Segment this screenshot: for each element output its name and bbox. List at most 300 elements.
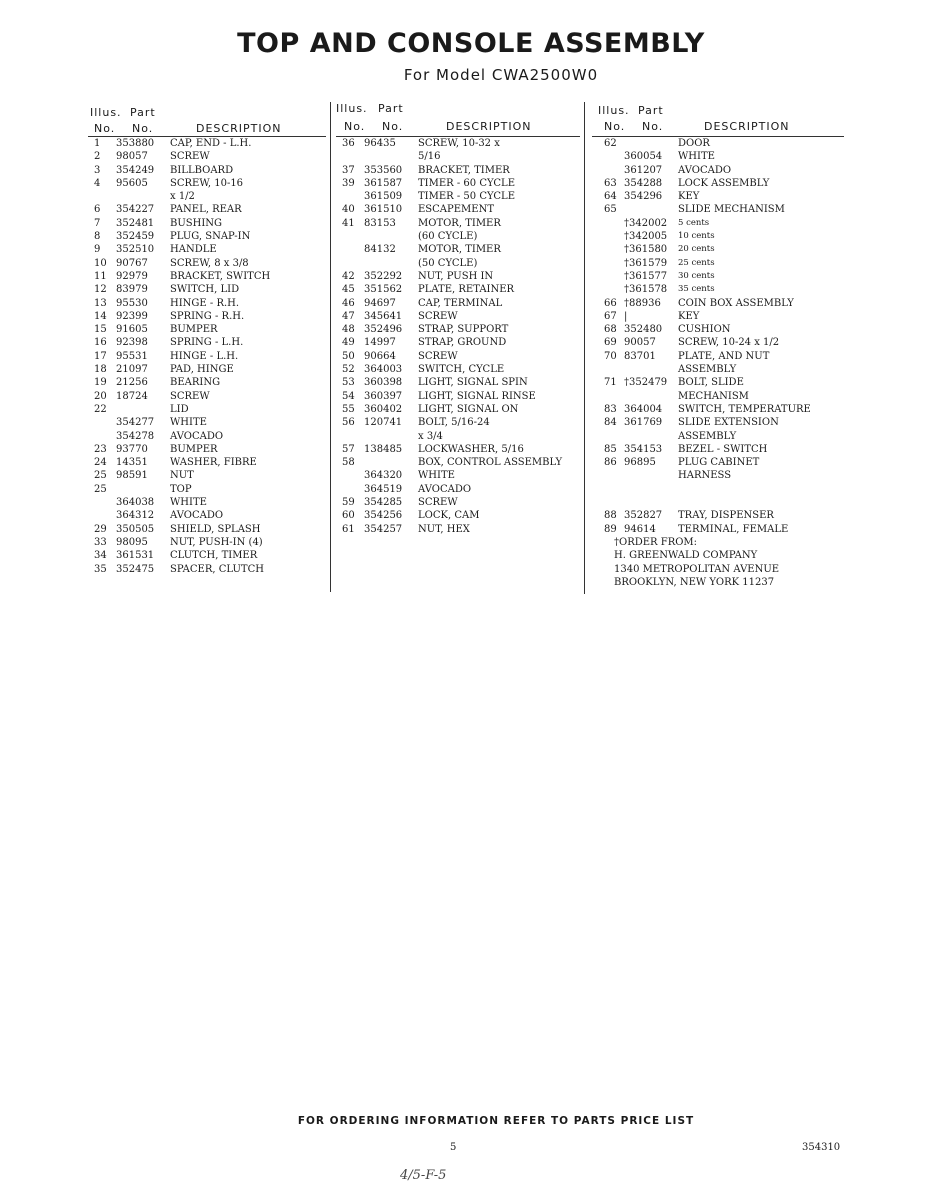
table-row [88, 497, 326, 510]
part-no-cell: 90057 [624, 337, 656, 349]
table-row [88, 191, 326, 204]
table-row [592, 444, 844, 457]
description-cell: BOLT, SLIDE [678, 377, 744, 389]
part-no-cell: 96435 [364, 138, 396, 149]
table-row [592, 391, 844, 404]
illus-no-cell: 55 [342, 403, 355, 415]
description-cell: LOCKWASHER, 5/16 [418, 443, 524, 455]
illus-no-cell: 40 [342, 204, 355, 216]
part-no-cell: †361579 [624, 257, 668, 269]
part-no-cell: 352459 [116, 231, 155, 243]
part-no-cell: 98095 [116, 536, 148, 548]
illus-no-cell: 7 [94, 217, 101, 229]
description-cell: ESCAPEMENT [418, 204, 495, 216]
description-cell: PLATE, RETAINER [418, 284, 515, 296]
description-cell: SCREW [170, 151, 210, 163]
description-cell: SWITCH, LID [170, 284, 240, 296]
header-description: DESCRIPTION [446, 120, 532, 133]
table-row [88, 484, 326, 497]
table-row [336, 138, 580, 151]
illus-no-cell: 71 [604, 377, 617, 389]
description-cell: SWITCH, CYCLE [418, 364, 505, 376]
table-row [336, 404, 580, 417]
table-row [336, 457, 580, 470]
description-cell: HARNESS [678, 470, 732, 482]
description-cell: ASSEMBLY [678, 430, 737, 442]
part-no-cell: 360398 [364, 377, 403, 389]
table-row [592, 497, 844, 510]
part-no-cell: 90664 [364, 350, 396, 362]
illus-no-cell: 59 [342, 497, 355, 509]
table-row [336, 337, 580, 350]
part-no-cell: 353560 [364, 164, 403, 176]
description-cell: WASHER, FIBRE [170, 457, 257, 469]
description-cell: ASSEMBLY [678, 364, 737, 376]
part-no-cell: 98057 [116, 151, 148, 163]
description-cell: PANEL, REAR [170, 204, 242, 216]
table-row [336, 391, 580, 404]
description-cell: TERMINAL, FEMALE [678, 523, 789, 535]
description-cell: LID [170, 403, 189, 415]
description-cell: WHITE [170, 417, 207, 429]
illus-no-cell: 64 [604, 191, 617, 203]
illus-no-cell: 8 [94, 231, 101, 243]
table-row [336, 417, 580, 430]
description-cell: CAP, TERMINAL [418, 297, 503, 309]
document-number: 354310 [802, 1142, 841, 1153]
header-illus: Illus. [90, 106, 122, 119]
table-row [336, 218, 580, 231]
illus-no-cell: 3 [94, 164, 101, 176]
description-cell: NUT [170, 470, 194, 482]
part-no-cell: 120741 [364, 417, 403, 429]
parts-column-1 [88, 100, 326, 577]
part-no-cell: 354153 [624, 443, 663, 455]
header-illus-no: No. [344, 120, 366, 133]
illus-no-cell: 70 [604, 350, 617, 362]
part-no-cell: 14351 [116, 457, 148, 469]
illus-no-cell: 13 [94, 297, 107, 309]
description-cell: AVOCADO [170, 430, 224, 442]
illus-no-cell: 35 [94, 563, 107, 575]
description-cell: TRAY, DISPENSER [678, 510, 774, 522]
table-row [592, 271, 844, 284]
part-no-cell: 352292 [364, 270, 403, 282]
table-row [336, 284, 580, 297]
illus-no-cell: 15 [94, 324, 107, 336]
description-cell: 5 cents [678, 217, 710, 228]
header-illus: Illus. [598, 104, 630, 117]
part-no-cell: 83701 [624, 350, 656, 362]
part-no-cell: 94614 [624, 523, 656, 535]
illus-no-cell: 12 [94, 284, 107, 296]
description-cell: PLATE, AND NUT [678, 350, 770, 362]
table-row [336, 484, 580, 497]
table-row [592, 457, 844, 470]
part-no-cell: 93770 [116, 443, 148, 455]
description-cell: LIGHT, SIGNAL SPIN [418, 377, 528, 389]
part-no-cell: 364004 [624, 403, 663, 415]
illus-no-cell: 42 [342, 270, 355, 282]
illus-no-cell: 45 [342, 284, 355, 296]
description-cell: 5/16 [418, 151, 441, 163]
illus-no-cell: 62 [604, 138, 617, 149]
header-part-no: No. [382, 120, 404, 133]
table-row [88, 298, 326, 311]
part-no-cell: †342002 [624, 217, 668, 229]
illus-no-cell: 41 [342, 217, 355, 229]
part-no-cell: 95530 [116, 297, 148, 309]
table-row [336, 165, 580, 178]
table-row [592, 510, 844, 523]
description-cell: BUMPER [170, 443, 218, 455]
part-no-cell: 352827 [624, 510, 663, 522]
table-row [88, 510, 326, 523]
order-note [614, 537, 844, 590]
description-cell: SPRING - R.H. [170, 310, 245, 322]
description-cell: WHITE [170, 497, 207, 509]
table-row [336, 311, 580, 324]
table-row [592, 364, 844, 377]
table-row [88, 537, 326, 550]
header-part-no: No. [132, 122, 154, 135]
description-cell: TIMER - 50 CYCLE [418, 191, 515, 203]
illus-no-cell: 22 [94, 403, 107, 415]
header-illus-no: No. [94, 122, 116, 135]
part-no-cell: 345641 [364, 310, 403, 322]
part-no-cell: 98591 [116, 470, 148, 482]
part-no-cell: 352481 [116, 217, 155, 229]
illus-no-cell: 47 [342, 310, 355, 322]
part-no-cell: 354278 [116, 430, 155, 442]
description-cell: PLUG CABINET [678, 457, 760, 469]
header-illus-no: No. [604, 120, 626, 133]
part-no-cell: 351562 [364, 284, 403, 296]
table-row [592, 524, 844, 537]
header-description: DESCRIPTION [704, 120, 790, 133]
column-header [88, 100, 326, 138]
table-row [592, 417, 844, 430]
table-row [336, 271, 580, 284]
description-cell: x 3/4 [418, 430, 443, 442]
table-row [88, 364, 326, 377]
table-row [88, 524, 326, 537]
description-cell: STRAP, GROUND [418, 337, 507, 349]
column-divider-2 [584, 102, 585, 594]
part-no-cell: 354285 [364, 497, 403, 509]
column-header [592, 100, 844, 138]
part-no-cell: 92398 [116, 337, 148, 349]
part-no-cell: 354277 [116, 417, 155, 429]
header-part: Part [130, 106, 156, 119]
table-row [592, 351, 844, 364]
table-row [336, 444, 580, 457]
table-row [592, 470, 844, 483]
header-description: DESCRIPTION [196, 122, 282, 135]
description-cell: SLIDE EXTENSION [678, 417, 779, 429]
table-row [336, 244, 580, 257]
order-note-line: 1340 METROPOLITAN AVENUE [614, 563, 780, 575]
illus-no-cell: 37 [342, 164, 355, 176]
description-cell: CLUTCH, TIMER [170, 550, 258, 562]
illus-no-cell: 69 [604, 337, 617, 349]
description-cell: BEARING [170, 377, 221, 389]
illus-no-cell: 57 [342, 443, 355, 455]
table-row [336, 470, 580, 483]
page-title: TOP AND CONSOLE ASSEMBLY [237, 28, 705, 59]
table-row [88, 324, 326, 337]
table-row [336, 258, 580, 271]
table-row [592, 151, 844, 164]
part-no-cell: 95605 [116, 177, 148, 189]
illus-no-cell: 50 [342, 350, 355, 362]
description-cell: WHITE [418, 470, 455, 482]
illus-no-cell: 14 [94, 310, 107, 322]
header-part-no: No. [642, 120, 664, 133]
description-cell: SLIDE MECHANISM [678, 204, 785, 216]
table-row [592, 284, 844, 297]
header-part: Part [378, 102, 404, 115]
table-row [88, 444, 326, 457]
illus-no-cell: 83 [604, 403, 617, 415]
part-no-cell: †88936 [624, 297, 661, 309]
description-cell: BOLT, 5/16-24 [418, 417, 490, 429]
header-rule [88, 136, 326, 137]
table-row [592, 324, 844, 337]
illus-no-cell: 29 [94, 523, 107, 535]
table-row [592, 231, 844, 244]
illus-no-cell: 68 [604, 324, 617, 336]
illus-no-cell: 66 [604, 297, 617, 309]
illus-no-cell: 65 [604, 204, 617, 216]
description-cell: HINGE - L.H. [170, 350, 239, 362]
table-row [88, 391, 326, 404]
table-row [592, 178, 844, 191]
part-no-cell: 138485 [364, 443, 403, 455]
table-row [88, 218, 326, 231]
table-row [88, 470, 326, 483]
description-cell: PLUG, SNAP-IN [170, 231, 251, 243]
part-no-cell: 360054 [624, 151, 663, 163]
description-cell: MOTOR, TIMER [418, 244, 501, 256]
illus-no-cell: 88 [604, 510, 617, 522]
part-no-cell: 354257 [364, 523, 403, 535]
part-no-cell: 364519 [364, 483, 403, 495]
header-rule [592, 136, 844, 137]
part-no-cell: 92979 [116, 270, 148, 282]
ordering-footer: FOR ORDERING INFORMATION REFER TO PARTS PRICE LIST [297, 1115, 695, 1127]
part-no-cell: 96895 [624, 457, 656, 469]
part-no-cell: †361577 [624, 270, 668, 282]
table-row [592, 431, 844, 444]
part-no-cell: 354227 [116, 204, 155, 216]
description-cell: LOCK, CAM [418, 510, 480, 522]
part-no-cell: 352480 [624, 324, 663, 336]
description-cell: CAP, END - L.H. [170, 138, 252, 149]
table-row [88, 404, 326, 417]
table-row [88, 337, 326, 350]
description-cell: CUSHION [678, 324, 731, 336]
part-no-cell: 90767 [116, 257, 148, 269]
part-no-cell: 354296 [624, 191, 663, 203]
table-row [88, 271, 326, 284]
table-row [592, 204, 844, 217]
parts-rows [592, 138, 844, 537]
illus-no-cell: 85 [604, 443, 617, 455]
illus-no-cell: 11 [94, 270, 107, 282]
description-cell: MECHANISM [678, 390, 749, 402]
description-cell: COIN BOX ASSEMBLY [678, 297, 794, 309]
table-row [336, 364, 580, 377]
table-row [336, 510, 580, 523]
table-row [592, 337, 844, 350]
illus-no-cell: 53 [342, 377, 355, 389]
illus-no-cell: 89 [604, 523, 617, 535]
part-no-cell: 354256 [364, 510, 403, 522]
illus-no-cell: 24 [94, 457, 107, 469]
description-cell: BOX, CONTROL ASSEMBLY [418, 457, 563, 469]
header-part: Part [638, 104, 664, 117]
description-cell: 25 cents [678, 257, 715, 268]
illus-no-cell: 20 [94, 390, 107, 402]
illus-no-cell: 49 [342, 337, 355, 349]
description-cell: 10 cents [678, 231, 715, 242]
part-no-cell: 361531 [116, 550, 155, 562]
illus-no-cell: 2 [94, 151, 101, 163]
part-no-cell: 361587 [364, 177, 403, 189]
part-no-cell: 361207 [624, 164, 663, 176]
table-row [88, 377, 326, 390]
part-no-cell: †361578 [624, 284, 668, 296]
table-row [592, 165, 844, 178]
table-row [592, 258, 844, 271]
illus-no-cell: 48 [342, 324, 355, 336]
illus-no-cell: 18 [94, 364, 107, 376]
table-row [336, 298, 580, 311]
part-no-cell: 364038 [116, 497, 155, 509]
part-no-cell: 14997 [364, 337, 396, 349]
table-row [592, 298, 844, 311]
table-row [88, 204, 326, 217]
illus-no-cell: 56 [342, 417, 355, 429]
description-cell: BUMPER [170, 324, 218, 336]
table-row [336, 324, 580, 337]
part-no-cell: 83153 [364, 217, 396, 229]
description-cell: PAD, HINGE [170, 364, 234, 376]
illus-no-cell: 67 [604, 310, 617, 322]
header-illus: Illus. [336, 102, 368, 115]
illus-no-cell: 61 [342, 523, 355, 535]
illus-no-cell: 6 [94, 204, 101, 216]
description-cell: SPRING - L.H. [170, 337, 244, 349]
order-note-line: BROOKLYN, NEW YORK 11237 [614, 576, 775, 588]
description-cell: 20 cents [678, 244, 715, 255]
description-cell: SCREW [418, 350, 458, 362]
part-no-cell: 354249 [116, 164, 155, 176]
description-cell: LIGHT, SIGNAL ON [418, 403, 519, 415]
part-no-cell: 92399 [116, 310, 148, 322]
description-cell: SWITCH, TEMPERATURE [678, 403, 811, 415]
description-cell: SCREW [170, 390, 210, 402]
table-row [592, 311, 844, 324]
table-row [336, 524, 580, 537]
table-row [592, 484, 844, 497]
part-no-cell: †352479 [624, 377, 668, 389]
part-no-cell: 354288 [624, 177, 663, 189]
order-note-line: †ORDER FROM: [614, 536, 698, 548]
table-row [592, 377, 844, 390]
table-row [88, 564, 326, 577]
illus-no-cell: 54 [342, 390, 355, 402]
part-no-cell: 353880 [116, 138, 155, 149]
table-row [336, 191, 580, 204]
table-row [336, 377, 580, 390]
part-no-cell: 361769 [624, 417, 663, 429]
description-cell: NUT, HEX [418, 523, 470, 535]
table-row [88, 550, 326, 563]
table-row [88, 311, 326, 324]
parts-column-2 [336, 100, 580, 537]
page-number: 5 [450, 1142, 457, 1153]
illus-no-cell: 9 [94, 244, 101, 256]
table-row [88, 244, 326, 257]
illus-no-cell: 52 [342, 364, 355, 376]
table-row [592, 244, 844, 257]
part-no-cell: 361509 [364, 191, 403, 203]
description-cell: HANDLE [170, 244, 217, 256]
part-no-cell: 352475 [116, 563, 155, 575]
part-no-cell: 94697 [364, 297, 396, 309]
parts-rows [88, 138, 326, 577]
table-row [88, 178, 326, 191]
description-cell: AVOCADO [418, 483, 472, 495]
part-no-cell: 91605 [116, 324, 148, 336]
illus-no-cell: 10 [94, 257, 107, 269]
part-no-cell: 18724 [116, 390, 148, 402]
order-note-line: H. GREENWALD COMPANY [614, 550, 758, 562]
part-no-cell: 360397 [364, 390, 403, 402]
illus-no-cell: 39 [342, 177, 355, 189]
description-cell: SHIELD, SPLASH [170, 523, 261, 535]
illus-no-cell: 25 [94, 470, 107, 482]
part-no-cell: 364312 [116, 510, 155, 522]
illus-no-cell: 36 [342, 138, 355, 149]
description-cell: 35 cents [678, 284, 715, 295]
description-cell: SCREW, 10-24 x 1/2 [678, 337, 780, 349]
table-row [88, 417, 326, 430]
description-cell: MOTOR, TIMER [418, 217, 501, 229]
part-no-cell: 21097 [116, 364, 148, 376]
table-row [88, 431, 326, 444]
table-row [88, 151, 326, 164]
table-row [88, 258, 326, 271]
table-row [88, 165, 326, 178]
part-no-cell: 95531 [116, 350, 148, 362]
table-row [88, 457, 326, 470]
table-row [336, 178, 580, 191]
illus-no-cell: 33 [94, 536, 107, 548]
description-cell: WHITE [678, 151, 715, 163]
illus-no-cell: 34 [94, 550, 107, 562]
description-cell: (60 CYCLE) [418, 231, 478, 243]
description-cell: SCREW, 10-32 x [418, 138, 500, 149]
column-header [336, 100, 580, 138]
illus-no-cell: 86 [604, 457, 617, 469]
description-cell: TOP [170, 483, 192, 495]
part-no-cell: 83979 [116, 284, 148, 296]
description-cell: NUT, PUSH IN [418, 270, 494, 282]
table-row [592, 191, 844, 204]
